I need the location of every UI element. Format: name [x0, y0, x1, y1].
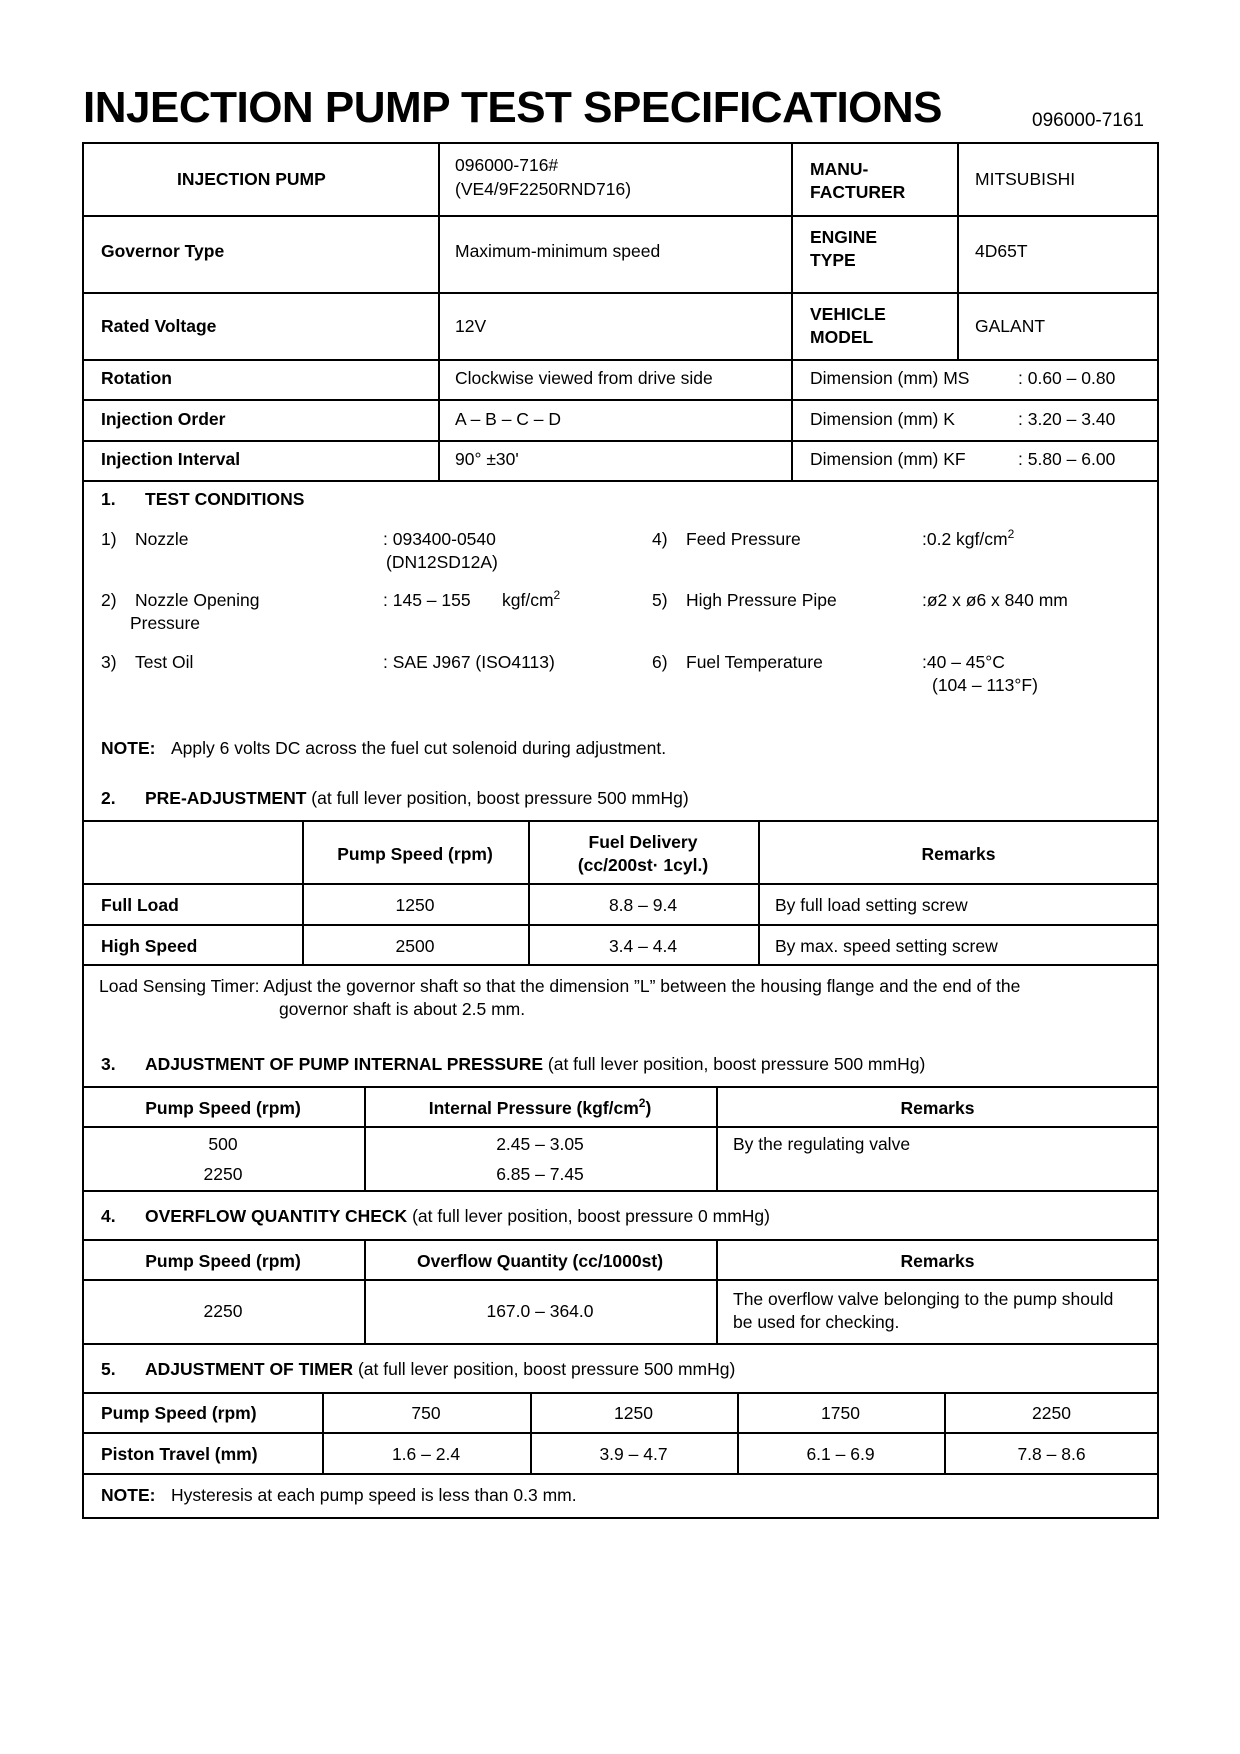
fuel-temperature-fahrenheit: (104 – 113°F): [932, 675, 1038, 695]
divider: [957, 142, 959, 360]
item-number: 5): [652, 590, 668, 610]
row-label-pump-speed: Pump Speed (rpm): [101, 1403, 257, 1423]
section-heading-internal-pressure: ADJUSTMENT OF PUMP INTERNAL PRESSURE (at full lever position, boost pressure 500 mmHg): [145, 1054, 926, 1074]
pump-number: 096000-716#: [455, 155, 559, 175]
row-label-high-speed: High Speed: [101, 936, 198, 956]
dimension-k-label: Dimension (mm) K: [810, 409, 955, 429]
timer-note-continued: governor shaft is about 2.5 mm.: [279, 999, 526, 1019]
fuel-temperature-value: :40 – 45°C: [922, 652, 1005, 672]
divider: [82, 1343, 1159, 1345]
overflow-quantity-cell: 167.0 – 364.0: [486, 1301, 594, 1321]
column-fuel-delivery-unit: (cc/200st· 1cyl.): [577, 855, 709, 875]
item-number: 6): [652, 652, 668, 672]
pump-speed-cell: 2250: [203, 1301, 243, 1321]
piston-travel-cell: 3.9 – 4.7: [599, 1444, 668, 1464]
dimension-ms-value: : 0.60 – 0.80: [1018, 368, 1116, 388]
nozzle-label: Nozzle: [135, 529, 189, 549]
remarks-cell: The overflow valve belonging to the pump should: [733, 1289, 1114, 1309]
engine-label: ENGINE: [810, 227, 878, 247]
divider: [82, 1432, 1159, 1434]
divider: [82, 399, 1159, 401]
engine-value: 4D65T: [975, 241, 1028, 261]
item-number: 4): [652, 529, 668, 549]
item-number: 1): [101, 529, 117, 549]
pump-speed-cell: 1250: [395, 895, 435, 915]
divider: [82, 480, 1159, 482]
note-label: NOTE:: [101, 738, 156, 758]
dimension-kf-label: Dimension (mm) KF: [810, 449, 966, 469]
vehicle-label: VEHICLE: [810, 304, 886, 324]
test-oil-label: Test Oil: [135, 652, 194, 672]
governor-label: Governor Type: [101, 241, 225, 261]
manufacturer-value: MITSUBISHI: [975, 169, 1076, 189]
fuel-temperature-label: Fuel Temperature: [686, 652, 823, 672]
remarks-cell: By full load setting screw: [775, 895, 968, 915]
note-text: Apply 6 volts DC across the fuel cut solenoid during adjustment.: [171, 738, 667, 758]
engine-label-2: TYPE: [810, 250, 856, 270]
fuel-delivery-cell: 8.8 – 9.4: [608, 895, 678, 915]
row-label-piston-travel: Piston Travel (mm): [101, 1444, 258, 1464]
governor-value: Maximum-minimum speed: [455, 241, 661, 261]
rotation-label: Rotation: [101, 368, 172, 388]
divider: [82, 440, 1159, 442]
section-number: 5.: [101, 1359, 116, 1379]
pump-speed-cell: 500: [208, 1134, 238, 1154]
divider: [82, 215, 1159, 217]
divider: [791, 142, 793, 481]
dimension-ms-label: Dimension (mm) MS: [810, 368, 970, 388]
fuel-delivery-cell: 3.4 – 4.4: [608, 936, 678, 956]
feed-pressure-label: Feed Pressure: [686, 529, 801, 549]
divider: [82, 1392, 1159, 1394]
dimension-k-value: : 3.20 – 3.40: [1018, 409, 1116, 429]
vehicle-label-2: MODEL: [810, 327, 874, 347]
nozzle-value: : 093400-0540: [383, 529, 496, 549]
timer-speed-cell: 1250: [614, 1403, 653, 1423]
interval-label: Injection Interval: [101, 449, 241, 469]
document-number: 096000-7161: [1032, 110, 1144, 131]
piston-travel-cell: 7.8 – 8.6: [1017, 1444, 1086, 1464]
opening-pressure-value: : 145 – 155: [383, 590, 471, 610]
divider: [82, 1126, 1159, 1128]
order-value: A – B – C – D: [455, 409, 562, 429]
divider: [82, 883, 1159, 885]
section-number: 1.: [101, 489, 116, 509]
dimension-kf-value: : 5.80 – 6.00: [1018, 449, 1116, 469]
column-remarks: Remarks: [900, 1251, 975, 1271]
voltage-label: Rated Voltage: [101, 316, 217, 336]
divider: [82, 1473, 1159, 1475]
timer-speed-cell: 750: [411, 1403, 441, 1423]
piston-travel-cell: 1.6 – 2.4: [391, 1444, 461, 1464]
order-label: Injection Order: [101, 409, 226, 429]
item-number: 3): [101, 652, 117, 672]
divider: [438, 142, 440, 481]
manufacturer-label-2: FACTURER: [810, 182, 906, 202]
column-pump-speed: Pump Speed (rpm): [145, 1251, 301, 1271]
test-oil-value: : SAE J967 (ISO4113): [383, 652, 555, 672]
column-fuel-delivery: Fuel Delivery: [588, 832, 698, 852]
remarks-cell: By the regulating valve: [733, 1134, 911, 1154]
divider: [82, 1279, 1159, 1281]
divider: [82, 1190, 1159, 1192]
pump-speed-cell: 2500: [395, 936, 435, 956]
note-text: Hysteresis at each pump speed is less than 0.3 mm.: [171, 1485, 577, 1505]
remarks-cell: By max. speed setting screw: [775, 936, 998, 956]
section-heading-timer: ADJUSTMENT OF TIMER (at full lever position, boost pressure 500 mmHg): [145, 1359, 736, 1379]
section-heading-pre-adjustment: PRE-ADJUSTMENT (at full lever position, boost pressure 500 mmHg): [145, 788, 689, 808]
section-number: 4.: [101, 1206, 116, 1226]
column-pump-speed: Pump Speed (rpm): [337, 844, 493, 864]
divider: [82, 820, 1159, 822]
timer-note: Load Sensing Timer: Adjust the governor shaft so that the dimension ”L” between the housing flange and the end of the: [99, 976, 1021, 996]
section-number: 3.: [101, 1054, 116, 1074]
pump-speed-cell: 2250: [203, 1164, 243, 1184]
internal-pressure-cell: 2.45 – 3.05: [496, 1134, 584, 1154]
column-pump-speed: Pump Speed (rpm): [145, 1098, 301, 1118]
pipe-value: :ø2 x ø6 x 840 mm: [922, 590, 1068, 610]
column-overflow-quantity: Overflow Quantity (cc/1000st): [416, 1251, 664, 1271]
nozzle-model: (DN12SD12A): [386, 552, 498, 572]
page-title: INJECTION PUMP TEST SPECIFICATIONS: [83, 83, 943, 132]
internal-pressure-cell: 6.85 – 7.45: [496, 1164, 584, 1184]
row-label-full-load: Full Load: [101, 895, 179, 915]
vehicle-value: GALANT: [975, 316, 1046, 336]
timer-speed-cell: 1750: [821, 1403, 860, 1423]
section-number: 2.: [101, 788, 116, 808]
section-heading-overflow: OVERFLOW QUANTITY CHECK (at full lever position, boost pressure 0 mmHg): [145, 1206, 770, 1226]
opening-pressure-label-2: Pressure: [130, 613, 201, 633]
pump-label: INJECTION PUMP: [177, 169, 326, 189]
pump-model: (VE4/9F2250RND716): [455, 179, 632, 199]
pipe-label: High Pressure Pipe: [686, 590, 837, 610]
rotation-value: Clockwise viewed from drive side: [455, 368, 713, 388]
divider: [758, 820, 760, 965]
divider: [82, 964, 1159, 966]
column-remarks: Remarks: [900, 1098, 975, 1118]
divider: [82, 924, 1159, 926]
note-label: NOTE:: [101, 1485, 156, 1505]
voltage-value: 12V: [455, 316, 487, 336]
interval-value: 90° ±30': [455, 449, 519, 469]
timer-speed-cell: 2250: [1032, 1403, 1071, 1423]
section-heading-test-conditions: TEST CONDITIONS: [145, 489, 305, 509]
manufacturer-label: MANU-: [810, 159, 869, 179]
divider: [82, 359, 1159, 361]
opening-pressure-label: Nozzle Opening: [135, 590, 260, 610]
feed-pressure-value: :0.2 kgf/$cm^2$: [922, 527, 1015, 549]
divider: [82, 1239, 1159, 1241]
item-number: 2): [101, 590, 117, 610]
remarks-cell-continued: be used for checking.: [733, 1312, 900, 1332]
column-internal-pressure: Internal Pressure $(kgf/cm^2)$: [428, 1096, 652, 1118]
piston-travel-cell: 6.1 – 6.9: [806, 1444, 875, 1464]
column-remarks: Remarks: [921, 844, 996, 864]
divider: [82, 292, 1159, 294]
divider: [82, 1086, 1159, 1088]
opening-pressure-unit: kgf/$cm^2$: [502, 588, 561, 610]
